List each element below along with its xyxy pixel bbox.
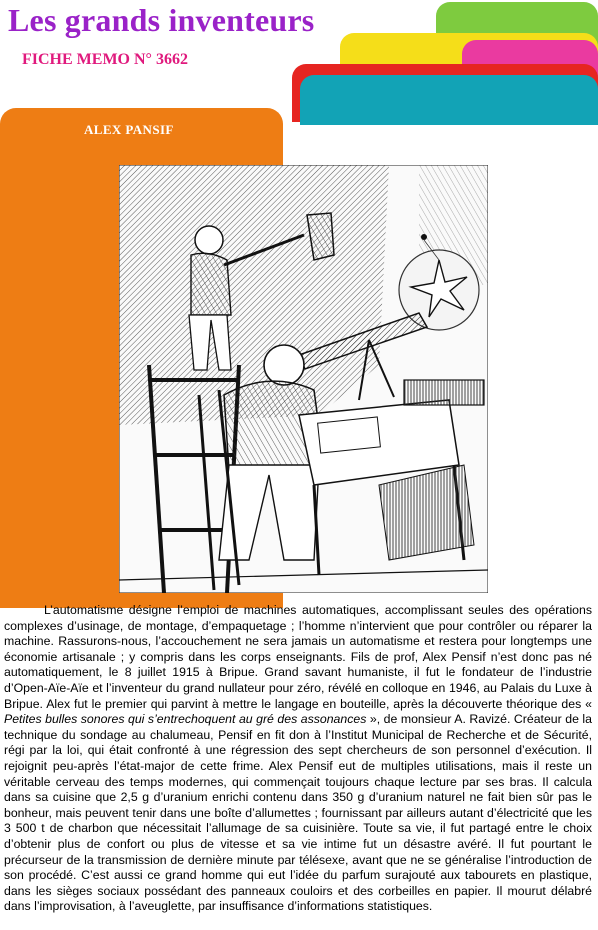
memo-number: FICHE MEMO N° 3662: [22, 51, 188, 68]
article-italic-quote: Petites bulles sonores qui s’entrechoquent au gré des assonances: [4, 712, 367, 727]
article-text-part2: », de monsieur A. Ravizé. Créateur de la technique du sondage au chalumeau, Pensif en fit don à l’Institut Municipal de Recherche et de Sécurité, régi par la loi, qui était confronté à une régression des sept chercheurs de son personnel d’exécution. Il rejoignit peu-après l’état-major de cette frime. Alex Pensif eut de multiples utilisations, mais il reste un véritable cerveau des temps modernes, qui commençait toujours chaque lecture par ses bras. Il calcula dans sa cuisine que 2,5 g d’uranium enrichi contenu dans 350 g d’uranium naturel ne fait bien sûr pas le bonheur, mais peuvent tenir dans une boîte d’allumettes ; fournissant par ailleurs autant d’électricité que les 3 500 t de charbon que nécessitait l’allumage de sa cuisinière. Toute sa vie, il fut partagé entre le choix d’obtenir plus de confort ou plus de vitesse et sa vie intime fut un désastre avéré. Il fut pourtant le précurseur de la transmission de dernière minute par télésexe, avant que ne se généralise l’introduction de son procédé. C’est aussi ce grand homme qui eut l’idée du parfum surajouté aux tabourets en plastique, dans les sièges sociaux possédant des panneaux couloirs et des corbeilles en papier. Il mourut délabré dans l’improvisation, à l’aveuglette, par insuffisance d’informations statistiques.: [4, 712, 592, 914]
astronomer-telescope-icon: [119, 165, 488, 593]
page-title: Les grands inventeurs: [8, 2, 315, 38]
decorative-tab-teal: [300, 75, 598, 125]
article-body: [4, 603, 592, 915]
inventor-name: ALEX PANSIF: [84, 122, 174, 137]
engraving-illustration: [119, 165, 488, 593]
article-text-part1: L’automatisme désigne l’emploi de machines automatiques, accomplissant seules des opérations complexes d’usinage, de montage, d’empaquetage ; l’homme n’intervient que pour contrôler ou réparer la machine. Rassurons-nous, l’accouchement ne sera jamais un automatisme et restera pour longtemps une économie artisanale ; y compris dans les corps enseignants. Fils de prof, Alex Pensif n’est donc pas né automatiquement, le 8 juillet 1915 à Bripue. Grand savant humaniste, il fut le fondateur de l’industrie d’Open-Aïe-Aïe et l’inventeur du grand nullateur pour zéro, révélé en colloque en 1946, au Palais du Luxe à Bripue. Alex fut le premier qui parvint à mettre le langage en bouteille, après la découverte théorique des «: [4, 603, 592, 711]
